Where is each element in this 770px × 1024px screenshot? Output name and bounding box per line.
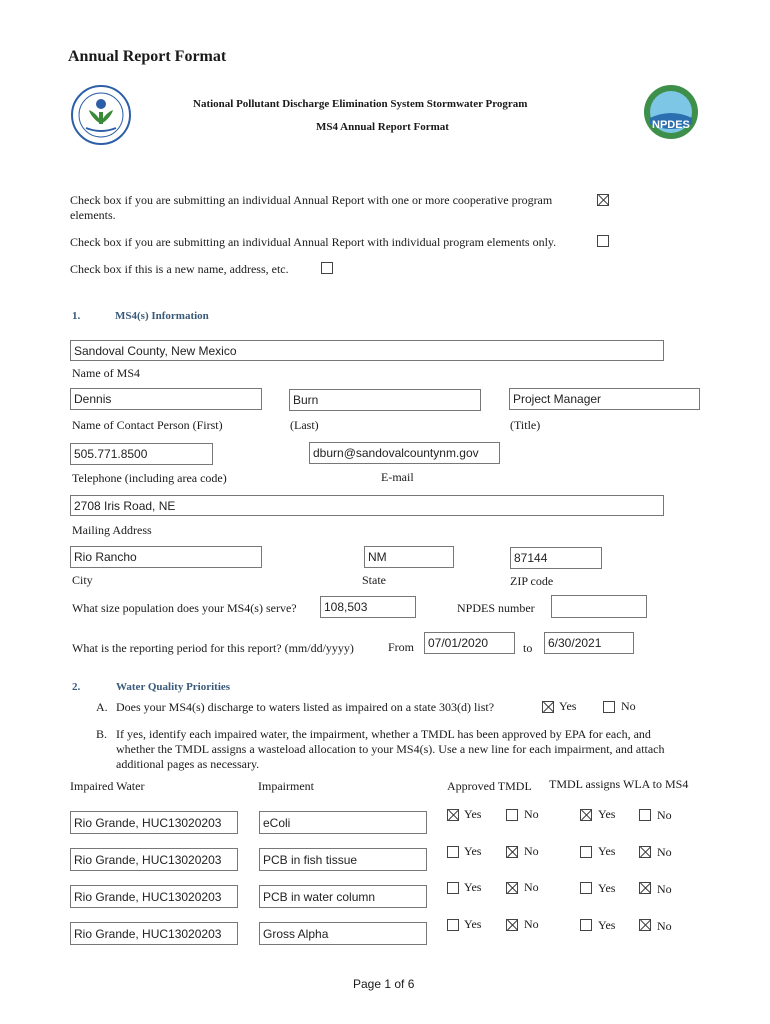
title-label: (Title) [510,418,541,432]
zip-label: ZIP code [510,574,554,588]
individual-checkbox-label: Check box if you are submitting an individual Annual Report with individual program elements only. [70,235,557,249]
to-label: to [523,641,533,655]
question-a-no-checkbox[interactable] [603,701,615,713]
period-question: What is the reporting period for this report? (mm/dd/yyyy) [72,641,354,655]
col-impairment: Impairment [258,779,314,793]
npdes-number-field[interactable] [551,595,647,618]
tmdl-no-label: No [524,807,539,821]
tmdl-yes-label: Yes [464,844,482,858]
section2-title: Water Quality Priorities [116,681,231,693]
last-name-label: (Last) [290,418,319,432]
population-question: What size population does your MS4(s) serve? [72,601,297,615]
new-name-checkbox-label: Check box if this is a new name, address, etc. [70,262,289,276]
tmdl-yes-label: Yes [464,917,482,931]
tmdl-yes-label: Yes [464,880,482,894]
wla-yes-checkbox[interactable] [580,919,592,931]
tmdl-yes-checkbox[interactable] [447,882,459,894]
question-a-letter: A. [96,700,108,714]
question-a-yes-checkbox[interactable] [542,701,554,713]
wla-yes-checkbox[interactable] [580,882,592,894]
first-name-label: Name of Contact Person (First) [72,418,223,432]
new-name-checkbox[interactable] [321,262,333,274]
tmdl-yes-checkbox[interactable] [447,809,459,821]
npdes-logo-text: NPDES [652,119,690,131]
tmdl-yes-checkbox[interactable] [447,919,459,931]
state-field[interactable]: NM [364,546,454,568]
phone-label: Telephone (including area code) [72,471,227,485]
email-field[interactable]: dburn@sandovalcountynm.gov [309,442,500,464]
npdes-logo [643,84,699,140]
section1-number: 1. [72,310,81,322]
col-tmdl-wla: TMDL assigns WLA to MS4 [549,777,689,791]
coop-checkbox[interactable] [597,194,609,206]
tmdl-no-label: No [524,917,539,931]
population-field[interactable]: 108,503 [320,596,416,618]
address-label: Mailing Address [72,523,152,537]
impairment-field[interactable]: PCB in fish tissue [259,848,427,871]
question-b-line3: additional pages as necessary. [116,757,260,771]
tmdl-no-checkbox[interactable] [506,882,518,894]
city-field[interactable]: Rio Rancho [70,546,262,568]
tmdl-no-label: No [524,844,539,858]
impairment-field[interactable]: PCB in water column [259,885,427,908]
title-field[interactable]: Project Manager [509,388,700,410]
ms4-name-label: Name of MS4 [72,366,140,380]
wla-yes-label: Yes [598,918,616,932]
wla-yes-checkbox[interactable] [580,846,592,858]
ms4-name-field[interactable]: Sandoval County, New Mexico [70,340,664,361]
document-title: Annual Report Format [68,48,227,65]
last-name-field[interactable]: Burn [289,389,481,411]
wla-no-label: No [657,919,672,933]
tmdl-yes-checkbox[interactable] [447,846,459,858]
impaired-water-field[interactable]: Rio Grande, HUC13020203 [70,885,238,908]
header-program-line: National Pollutant Discharge Elimination System Stormwater Program [193,98,528,110]
wla-no-checkbox[interactable] [639,919,651,931]
wla-no-label: No [657,882,672,896]
wla-no-label: No [657,845,672,859]
tmdl-yes-label: Yes [464,807,482,821]
question-b-line1: If yes, identify each impaired water, the impairment, whether a TMDL has been approved by EPA for each, and [116,727,651,741]
question-b-line2: whether the TMDL assigns a wasteload allocation to your MS4(s). Use a new line for each impairment, and attach [116,742,665,756]
wla-no-checkbox[interactable] [639,809,651,821]
impairment-field[interactable]: eColi [259,811,427,834]
from-label: From [388,640,415,654]
to-date-field[interactable]: 6/30/2021 [544,632,634,654]
section2-number: 2. [72,681,81,693]
address-field[interactable]: 2708 Iris Road, NE [70,495,664,516]
email-label: E-mail [381,470,414,484]
wla-no-checkbox[interactable] [639,846,651,858]
epa-seal-logo [70,84,132,146]
from-date-field[interactable]: 07/01/2020 [424,632,515,654]
city-label: City [72,573,93,587]
question-a-no-label: No [621,699,636,713]
wla-yes-label: Yes [598,807,616,821]
tmdl-no-checkbox[interactable] [506,919,518,931]
page-number: Page 1 of 6 [353,977,415,991]
coop-checkbox-label-1: Check box if you are submitting an individual Annual Report with one or more cooperative program [70,193,553,207]
coop-checkbox-label-2: elements. [70,208,116,222]
col-impaired-water: Impaired Water [70,779,145,793]
npdes-number-label: NPDES number [457,601,535,615]
first-name-field[interactable]: Dennis [70,388,262,410]
tmdl-no-checkbox[interactable] [506,809,518,821]
wla-yes-label: Yes [598,881,616,895]
tmdl-no-label: No [524,880,539,894]
question-a-text: Does your MS4(s) discharge to waters listed as impaired on a state 303(d) list? [116,700,495,714]
wla-yes-label: Yes [598,844,616,858]
state-label: State [362,573,386,587]
question-b-letter: B. [96,727,108,741]
question-a-yes-label: Yes [559,699,577,713]
wla-yes-checkbox[interactable] [580,809,592,821]
header-format-line: MS4 Annual Report Format [316,121,449,133]
phone-field[interactable]: 505.771.8500 [70,443,213,465]
impaired-water-field[interactable]: Rio Grande, HUC13020203 [70,848,238,871]
section1-title: MS4(s) Information [115,310,209,322]
zip-field[interactable]: 87144 [510,547,602,569]
wla-no-checkbox[interactable] [639,882,651,894]
impaired-water-field[interactable]: Rio Grande, HUC13020203 [70,811,238,834]
col-approved-tmdl: Approved TMDL [447,779,532,793]
impaired-water-field[interactable]: Rio Grande, HUC13020203 [70,922,238,945]
tmdl-no-checkbox[interactable] [506,846,518,858]
wla-no-label: No [657,808,672,822]
impairment-field[interactable]: Gross Alpha [259,922,427,945]
individual-checkbox[interactable] [597,235,609,247]
